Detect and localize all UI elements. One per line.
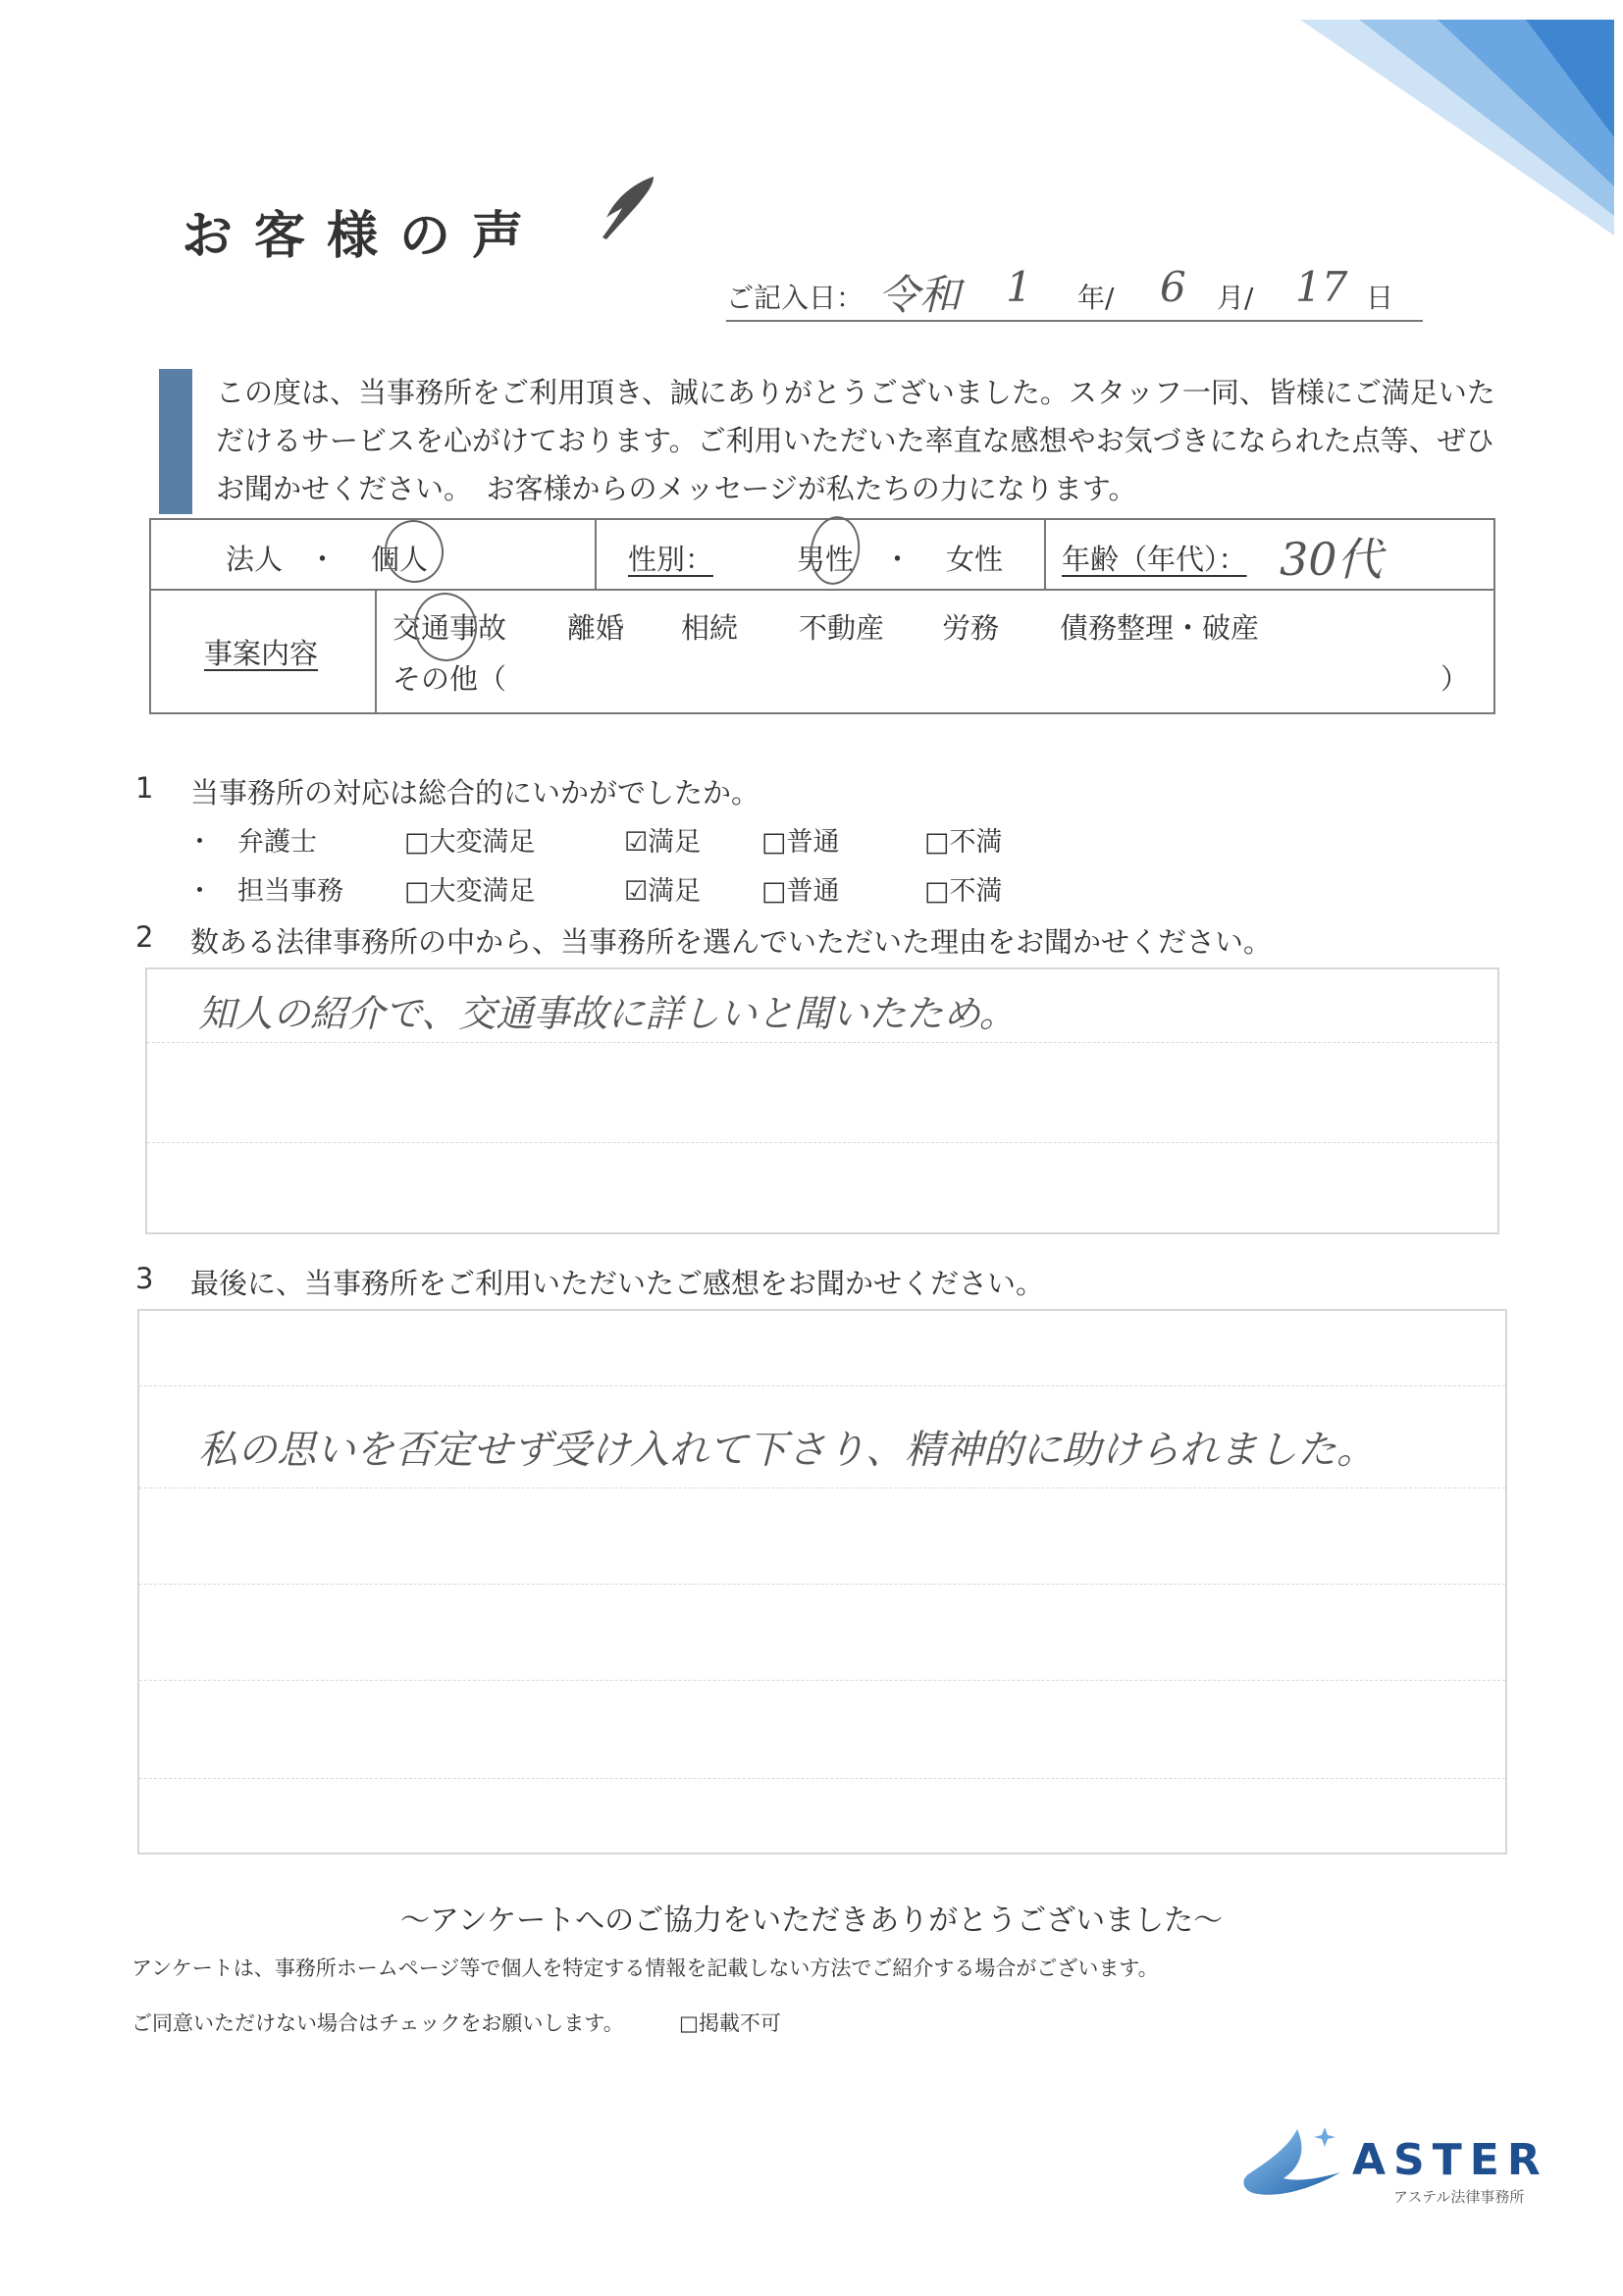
thanks-message: ～アンケートへのご協力をいただきありがとうございました～: [399, 1904, 1224, 1938]
type-dot: ・: [308, 543, 338, 576]
q1-bullet: ・: [186, 827, 213, 858]
q2-text: 数ある法律事務所の中から、当事務所を選んでいただいた理由をお聞かせください。: [190, 925, 1273, 959]
age-label: 年齢（年代）：: [1062, 543, 1247, 576]
q2-answer: 知人の紹介で、交通事故に詳しいと聞いたため。: [198, 992, 1017, 1035]
intro-bar: [159, 369, 192, 514]
entry-day-unit: 日: [1366, 282, 1394, 314]
aster-logo-icon: [1238, 2125, 1348, 2204]
type-personal: 個人: [371, 543, 429, 576]
q1-staff-label: 担当事務: [237, 876, 343, 907]
gender-male: 男性: [797, 543, 855, 576]
entry-month: 6: [1160, 263, 1186, 311]
q1-lawyer-satisfied: ☑満足: [624, 827, 702, 858]
corner-decoration: [1300, 20, 1614, 235]
q3-text: 最後に、当事務所をご利用いただいたご感想をお聞かせください。: [190, 1267, 1045, 1300]
type-corp: 法人: [226, 543, 284, 576]
col-divider-2: [1044, 520, 1046, 589]
case-traffic: 交通事故: [393, 611, 507, 645]
q1-row-lawyer: [186, 820, 1070, 860]
ruled-line: [147, 1042, 1497, 1043]
publication-note: アンケートは、事務所ホームページ等で個人を特定する情報を記載しない方法でご紹介する場合がございます。: [131, 1957, 1159, 1980]
q2-number: 2: [135, 920, 154, 954]
case-debt: 債務整理・破産: [1060, 611, 1260, 645]
case-label: 事案内容: [204, 637, 319, 670]
ruled-line: [139, 1778, 1505, 1779]
case-other-close: ）: [1440, 662, 1470, 696]
entry-year: 1: [1006, 263, 1032, 311]
ruled-line: [147, 1142, 1497, 1143]
info-table: [149, 518, 1495, 714]
entry-year-unit: 年/: [1077, 282, 1115, 314]
row-divider: [151, 589, 1493, 591]
q1-staff-normal: □普通: [761, 876, 840, 907]
q1-lawyer-very-satisfied: □大変満足: [404, 827, 536, 858]
entry-date-label: ご記入日：: [726, 282, 864, 314]
consent-note: ご同意いただけない場合はチェックをお願いします。: [131, 2011, 624, 2035]
case-other-label: その他（: [393, 662, 507, 696]
page-title: お客様の声: [182, 207, 546, 266]
ruled-line: [139, 1385, 1505, 1386]
intro-text: [216, 369, 1570, 513]
q3-answer: 私の思いを否定せず受け入れて下さり、精神的に助けられました。: [198, 1428, 1376, 1473]
intro-line-3: お聞かせください。 お客様からのメッセージが私たちの力になります。: [216, 472, 1137, 505]
q1-staff-very-satisfied: □大変満足: [404, 876, 536, 907]
ruled-line: [139, 1680, 1505, 1681]
entry-day: 17: [1295, 263, 1348, 311]
aster-logo-sub: アステル法律事務所: [1393, 2188, 1525, 2206]
entry-date: [726, 263, 1423, 322]
col-divider-1: [595, 520, 597, 589]
case-inheritance: 相続: [681, 611, 739, 645]
ruled-line: [139, 1487, 1505, 1488]
q3-number: 3: [135, 1262, 154, 1295]
intro-line-2: だけるサービスを心がけております。ご利用いただいた率直な感想やお気づきになられた点等、ぜひ: [216, 424, 1494, 457]
no-publish-checkbox[interactable]: □掲載不可: [679, 2011, 781, 2035]
aster-logo-text: ASTER: [1352, 2135, 1548, 2185]
q1-bullet: ・: [186, 876, 213, 907]
traffic-circle-mark: [409, 589, 481, 665]
entry-month-unit: 月/: [1217, 282, 1254, 314]
gender-female: 女性: [946, 543, 1004, 576]
gender-dot: ・: [883, 543, 913, 576]
intro-line-1: この度は、当事務所をご利用頂き、誠にありがとうございました。スタッフ一同、皆様にご満足いた: [216, 376, 1495, 409]
q1-lawyer-dissatisfied: □不満: [924, 827, 1003, 858]
q1-text: 当事務所の対応は総合的にいかがでしたか。: [190, 776, 760, 809]
gender-label: 性別：: [628, 543, 714, 576]
ruled-line: [139, 1584, 1505, 1585]
case-labor: 労務: [942, 611, 1000, 645]
quill-icon: [597, 175, 657, 243]
q3-answer-box: [137, 1309, 1507, 1854]
entry-era: 令和: [878, 271, 962, 319]
q2-answer-box: [145, 967, 1499, 1234]
case-divorce: 離婚: [567, 611, 625, 645]
q1-row-staff: [186, 869, 1070, 909]
age-value: 30代: [1280, 533, 1383, 586]
q1-staff-dissatisfied: □不満: [924, 876, 1003, 907]
col-divider-3: [375, 589, 377, 712]
q1-number: 1: [135, 771, 154, 805]
q1-staff-satisfied: ☑満足: [624, 876, 702, 907]
case-realestate: 不動産: [799, 611, 885, 645]
q1-lawyer-label: 弁護士: [237, 827, 317, 858]
q1-lawyer-normal: □普通: [761, 827, 840, 858]
